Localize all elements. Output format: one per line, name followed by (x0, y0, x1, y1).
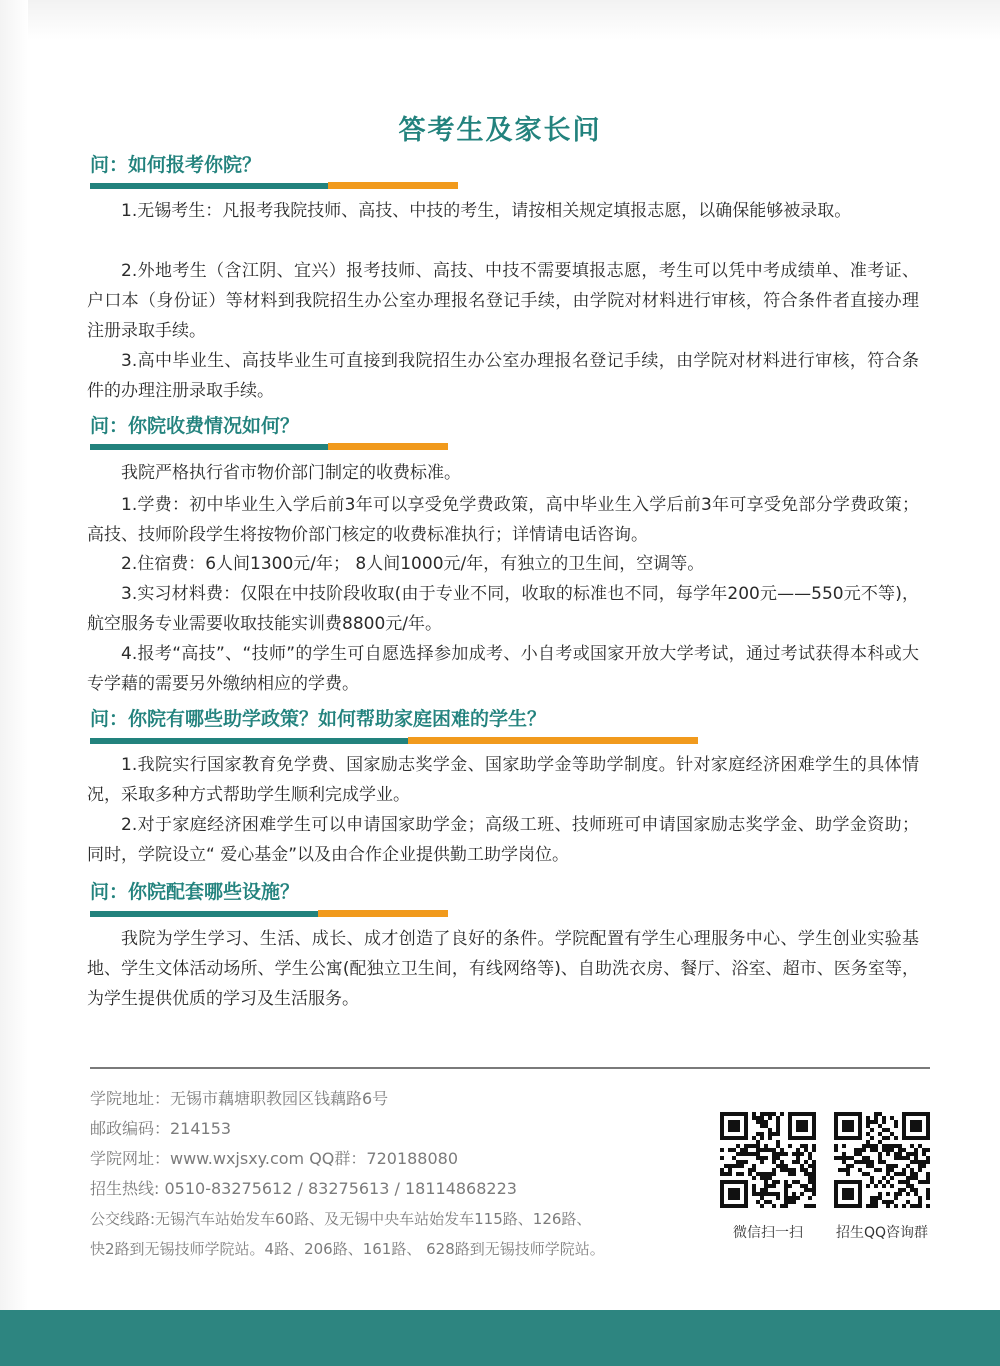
paragraph: 2.对于家庭经济困难学生可以申请国家助学金；高级工班、技师班可申请国家励志奖学金、助学金资助；同时，学院设立“ 爱心基金”以及由合作企业提供勤工助学岗位。 (87, 815, 919, 865)
paragraph: 4.报考“高技”、“技师”的学生可自愿选择参加成考、小自考或国家开放大学考试，通过考试获得本科或大专学藉的需要另外缴纳相应的学费。 (87, 644, 919, 694)
paragraph: 3.实习材料费：仅限在中技阶段收取(由于专业不同，收取的标准也不同，每学年200元——550元不等)，航空服务专业需要收取技能实训费8800元/年。 (87, 584, 919, 634)
contact-hotline: 招生热线: 0510-83275612 / 83275613 / 18114868223 (90, 1179, 517, 1198)
paragraph: 1.学费：初中毕业生入学后前3年可以享受免学费政策，高中毕业生入学后前3年可享受免部分学费政策；高技、技师阶段学生将按物价部门核定的收费标准执行；详情请电话咨询。 (87, 495, 919, 545)
qq-group-qr-icon (834, 1112, 930, 1208)
question-heading-apply: 问：如何报考你院？ (90, 154, 262, 176)
question-heading-facilities: 问：你院配套哪些设施？ (90, 881, 300, 903)
qr-caption-wechat: 微信扫一扫 (733, 1225, 803, 1241)
page-left-shadow (0, 0, 28, 1310)
paragraph: 我院严格执行省市物价部门制定的收费标准。 (121, 463, 461, 483)
paragraph: 1.我院实行国家教育免学费、国家励志奖学金、国家助学金等助学制度。针对家庭经济困难学生的具体情况，采取多种方式帮助学生顺利完成学业。 (87, 755, 919, 805)
paragraph: 3.高中毕业生、高技毕业生可直接到我院招生办公室办理报名登记手续，由学院对材料进行审核，符合条件的办理注册录取手续。 (87, 351, 919, 401)
wechat-qr-icon (720, 1112, 816, 1208)
qr-caption-qq: 招生QQ咨询群 (835, 1225, 929, 1241)
question-heading-aid: 问：你院有哪些助学政策？如何帮助家庭困难的学生？ (90, 708, 547, 730)
contact-bus-line: 公交线路:无锡汽车站始发车60路、及无锡中央车站始发车115路、126路、 (90, 1210, 592, 1228)
paragraph: 1.无锡考生：凡报考我院技师、高技、中技的考生，请按相关规定填报志愿，以确保能够被录取。 (121, 201, 852, 221)
paragraph: 2.外地考生（含江阴、宜兴）报考技师、高技、中技不需要填报志愿，考生可以凭中考成绩单、准考证、户口本（身份证）等材料到我院招生办公室办理报名登记手续，由学院对材料进行审核，符合条件者直接办理注册录取手续。 (87, 261, 919, 341)
paragraph: 我院为学生学习、生活、成长、成才创造了良好的条件。学院配置有学生心理服务中心、学生创业实验基地、学生文体活动场所、学生公寓(配独立卫生间，有线网络等)、自助洗衣房、餐厅、浴室、超市、医务室等，为学生提供优质的学习及生活服务。 (87, 929, 919, 1009)
contact-postcode: 邮政编码：214153 (90, 1119, 232, 1138)
contact-divider (90, 1067, 930, 1069)
page-title: 答考生及家长问 (398, 115, 602, 146)
paragraph: 2.住宿费：6人间1300元/年； 8人间1000元/年，有独立的卫生间，空调等。 (121, 554, 705, 574)
contact-bus-line: 快2路到无锡技师学院站。4路、206路、161路、 628路到无锡技师学院站。 (90, 1240, 605, 1258)
contact-website: 学院网址：www.wxjsxy.com QQ群：720188080 (90, 1149, 459, 1168)
footer-band (0, 1310, 1000, 1366)
page-top-shadow (0, 0, 1000, 40)
contact-address: 学院地址：无锡市藕塘职教园区钱藕路6号 (90, 1089, 389, 1108)
question-heading-fees: 问：你院收费情况如何？ (90, 415, 300, 437)
